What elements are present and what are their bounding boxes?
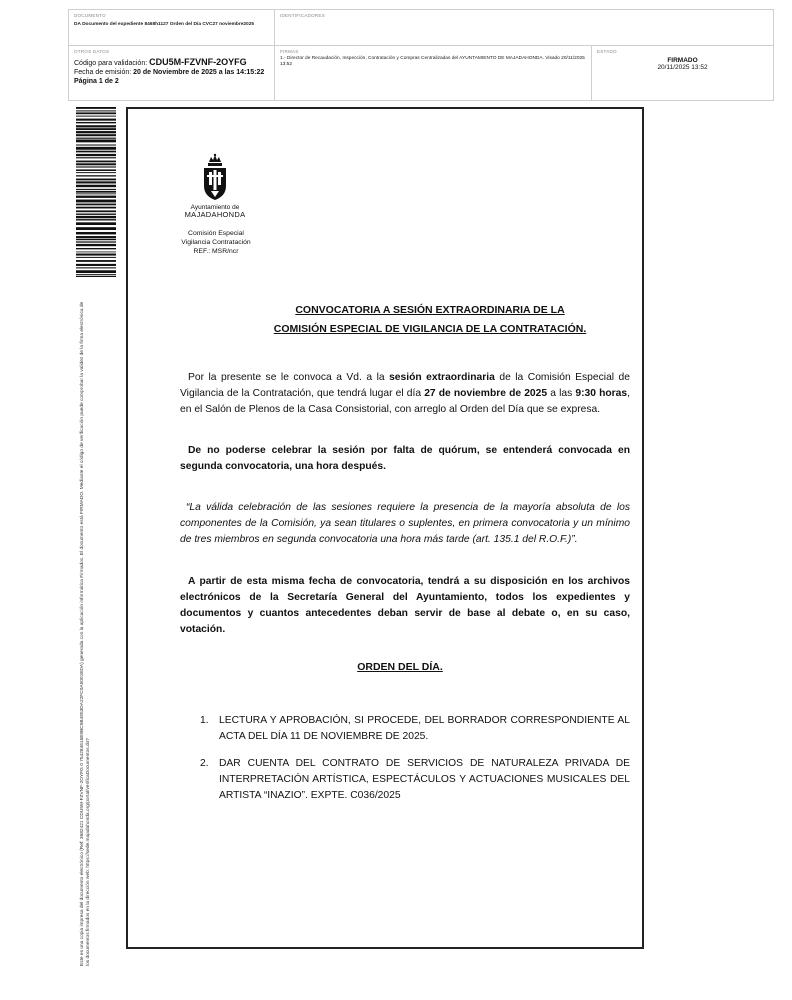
barcode-bar bbox=[76, 207, 116, 209]
barcode-bar bbox=[76, 116, 116, 117]
barcode-bar bbox=[76, 175, 116, 176]
estado-value: FIRMADO bbox=[667, 57, 698, 64]
barcode-bar bbox=[76, 154, 116, 156]
barcode-bar bbox=[76, 107, 116, 109]
barcode-bar bbox=[76, 163, 116, 165]
barcode-bar bbox=[76, 236, 116, 238]
barcode-bar bbox=[76, 161, 116, 163]
quote-paragraph: “La válida celebración de las sesiones requiere la presencia de la mayoría absoluta de los componentes de la Comisión, ya sean titulares o suplentes, en primera convocatoria y un mínimo de tres miembros en segunda convocatoria una hora más tarde (art. 135.1 del R.O.F.)”. bbox=[180, 502, 630, 545]
barcode-bar bbox=[76, 193, 116, 194]
barcode-bar bbox=[76, 210, 116, 212]
agenda-item-1-number: 1. bbox=[200, 715, 209, 726]
quorum-paragraph: De no poderse celebrar la sesión por falta de quórum, se entenderá convocada en segunda convocatoria, una hora después. bbox=[180, 445, 630, 472]
barcode-bar bbox=[76, 144, 116, 145]
para1-hora: 9:30 horas bbox=[575, 388, 628, 399]
meta-line-2: Vigilancia Contratación bbox=[181, 239, 251, 246]
estado-cell bbox=[592, 46, 773, 100]
estado-label: ESTADO bbox=[597, 49, 617, 54]
logo-line-1: Ayuntamiento de bbox=[190, 204, 240, 211]
barcode-bar bbox=[76, 222, 116, 225]
verification-side-text: Este es una copia impresa del documento electrónico (Ref: 3682421 CDU5M-FZVNF-2OYFG 0 754284616E9BC5B4953DA22FC0A5001EDA) generada con la aplicación informática Firmadoc. El documento está FIRMADO. Mediante el código de verificación puede comprobar la validez de la firma electrónica de los documentos firmados en la dirección web: https://sede.majadahonda.org/portal/verificaDocumentos.do? bbox=[80, 301, 91, 966]
firmas-value: 1.- Director de Recaudación, Inspección, Contratación y Compras Centralizadas del AYUNTAMIENTO DE MAJADAHONDA. Visado 20/11/2025 13:52 bbox=[280, 56, 585, 67]
barcode-bar bbox=[76, 125, 116, 127]
barcode-bar bbox=[76, 264, 116, 266]
firmas-cell bbox=[275, 46, 592, 100]
barcode-bar bbox=[76, 260, 116, 262]
majadahonda-crest-icon bbox=[200, 153, 230, 203]
barcode-bar bbox=[76, 239, 116, 241]
documento-label: DOCUMENTO bbox=[74, 13, 106, 18]
para1-sesion: sesión extraordinaria bbox=[389, 372, 495, 383]
barcode-bar bbox=[76, 112, 116, 114]
para1-text-a: Por la presente se le convoca a Vd. a la bbox=[188, 372, 390, 383]
barcode-bar bbox=[76, 244, 116, 246]
barcode-bar bbox=[76, 172, 116, 173]
pagina-line bbox=[74, 77, 269, 86]
barcode-bar bbox=[76, 216, 116, 218]
fecha-prefix: Fecha de emisión: bbox=[74, 69, 132, 76]
department-meta bbox=[166, 229, 266, 256]
barcode-bar bbox=[76, 147, 116, 150]
barcode-bar bbox=[76, 139, 116, 142]
barcode-bar bbox=[76, 179, 116, 181]
firmas-label: FIRMAS bbox=[280, 49, 299, 54]
barcode-bar bbox=[76, 276, 116, 277]
orden-del-dia-title: ORDEN DEL DÍA. bbox=[357, 661, 443, 673]
meta-line-1: Comisión Especial bbox=[188, 230, 244, 237]
barcode-bar bbox=[76, 274, 116, 275]
barcode-bar bbox=[76, 214, 116, 215]
barcode-bar bbox=[76, 204, 116, 206]
validation-header bbox=[68, 9, 774, 101]
barcode-bar bbox=[76, 157, 116, 158]
para1-fecha: 27 de noviembre de 2025 bbox=[424, 388, 548, 399]
barcode-bar bbox=[76, 169, 116, 171]
codigo-prefix: Código para validación: bbox=[74, 60, 148, 67]
barcode-bar bbox=[76, 241, 116, 242]
barcode-bar bbox=[76, 128, 116, 130]
agenda-item-1-text: LECTURA Y APROBACIÓN, SI PROCEDE, DEL BORRADOR CORRESPONDIENTE AL ACTA DEL DÍA 11 DE NOVIEMBRE DE 2025. bbox=[219, 715, 630, 742]
documento-value: DA Documento del expediente 8468h1127 Orden del Día CVC27 noviembre2025 bbox=[74, 22, 255, 27]
agenda-item-2-number: 2. bbox=[200, 758, 209, 769]
barcode-bar bbox=[76, 248, 116, 249]
para1-text-e: a las bbox=[547, 388, 576, 399]
para1-text-c: de la Comisión Especial de Vigilancia de la Contratación, que tendrá lugar el día bbox=[180, 372, 631, 399]
barcode-bar bbox=[76, 252, 116, 253]
barcode-bar bbox=[76, 191, 116, 193]
codigo-value: CDU5M-FZVNF-2OYFG bbox=[149, 57, 247, 67]
barcode-bar bbox=[76, 267, 116, 268]
meta-ref: REF.: MSR/ncr bbox=[193, 248, 239, 255]
convocatoria-paragraph bbox=[180, 370, 630, 418]
agenda-item-2-text: DAR CUENTA DEL CONTRATO DE SERVICIOS DE NATURALEZA PRIVADA DE INTERPRETACIÓN ARTÍSTICA, ESPECTÁCULOS Y ACTUACIONES MUSICALES DEL ARTISTA “INAZIO”. EXPTE. C036/2025 bbox=[219, 758, 630, 801]
barcode-bar bbox=[76, 200, 116, 203]
barcode-bar bbox=[76, 119, 116, 121]
barcode-bar bbox=[76, 254, 116, 256]
barcode-bar bbox=[76, 232, 116, 234]
barcode-bar bbox=[76, 181, 116, 183]
barcode-bar bbox=[76, 134, 116, 136]
identificadores-label: IDENTIFICADORES bbox=[280, 13, 325, 18]
barcode-bar bbox=[76, 166, 116, 167]
title-line-1: CONVOCATORIA A SESIÓN EXTRAORDINARIA DE LA bbox=[295, 304, 565, 316]
disposicion-paragraph: A partir de esta misma fecha de convocatoria, tendrá a su disposición en los archivos electrónicos de la Secretaría General del Ayuntamiento, todos los expedientes y documentos y cuantos antecedentes deban servir de base al debate o, en su caso, votación. bbox=[180, 576, 630, 635]
otros-datos-label: OTROS DATOS bbox=[74, 49, 110, 54]
barcode-bar bbox=[76, 151, 116, 153]
barcode-bar bbox=[76, 110, 116, 111]
barcode-bar bbox=[76, 189, 116, 190]
barcode-bar bbox=[76, 270, 116, 273]
barcode-bar bbox=[76, 227, 116, 230]
title-line-2: COMISIÓN ESPECIAL DE VIGILANCIA DE LA CONTRATACIÓN. bbox=[273, 323, 587, 335]
codigo-line bbox=[74, 58, 269, 68]
identificadores-cell bbox=[275, 10, 773, 46]
barcode-bar bbox=[76, 185, 116, 187]
pagina-value: Página 1 de 2 bbox=[74, 78, 119, 85]
para1-text-g: , en el Salón de Plenos de la Casa Consistorial, con arreglo al Orden del Día que se expresa. bbox=[180, 388, 630, 415]
barcode-bar bbox=[76, 196, 116, 198]
barcode-bar bbox=[76, 122, 116, 123]
barcode-graphic bbox=[76, 107, 116, 277]
barcode-bar bbox=[76, 138, 116, 139]
barcode-bar bbox=[76, 257, 116, 258]
otros-datos-cell bbox=[69, 46, 275, 100]
barcode-bar bbox=[76, 219, 116, 220]
documento-cell bbox=[69, 10, 275, 46]
logo-line-2: MAJADAHONDA bbox=[184, 210, 246, 219]
fecha-line bbox=[74, 68, 269, 77]
barcode-bar bbox=[76, 131, 116, 133]
fecha-value: 20 de Noviembre de 2025 a las 14:15:22 bbox=[133, 69, 265, 76]
estado-date: 20/11/2025 13:52 bbox=[657, 64, 708, 71]
